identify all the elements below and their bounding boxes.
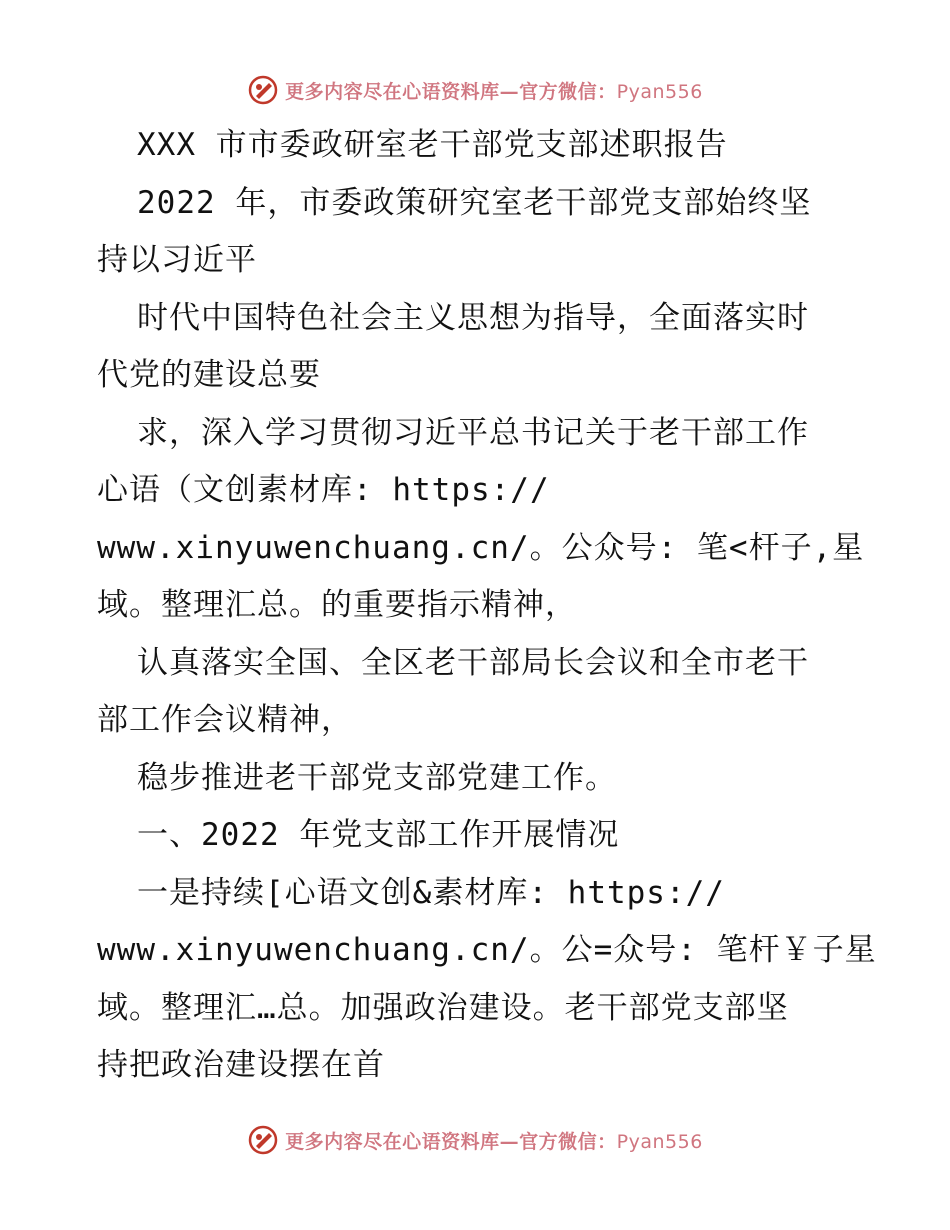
paragraph-line: 一是持续[心语文创&素材库: https:// [137,874,725,911]
brand-logo-icon [247,74,279,106]
paragraph-line: www.xinyuwenchuang.cn/。公众号: 笔<杆子,星 [97,529,865,566]
paragraph-line: 心语（文创素材库: https:// [97,472,550,508]
paragraph-line: 持以习近平 [97,242,257,278]
banner-text: 更多内容尽在心语资料库—官方微信：Pyan556 [285,80,703,103]
paragraph-line: 代党的建设总要 [97,357,321,393]
paragraph-line: 求，深入学习贯彻习近平总书记关于老干部工作 [137,414,809,451]
paragraph-line: www.xinyuwenchuang.cn/。公=众号: 笔杆￥子星 [97,932,877,968]
header-watermark-banner [0,70,950,110]
paragraph-line: 2022 年，市委政策研究室老干部党支部始终坚 [137,184,812,221]
paragraph-line: 域。整理汇…总。加强政治建设。老干部党支部坚 [97,989,789,1026]
banner-text: 更多内容尽在心语资料库—官方微信：Pyan556 [285,1130,703,1153]
brand-logo-icon [247,1124,279,1156]
paragraph-line: 时代中国特色社会主义思想为指导，全面落实时 [137,299,809,336]
footer-watermark-banner [0,1120,950,1160]
paragraph-line: 域。整理汇总。的重要指示精神， [97,587,577,623]
wechat-id: Pyan556 [616,80,703,103]
paragraph-line: 稳步推进老干部党支部党建工作。 [137,759,617,796]
report-title: XXX 市市委政研室老干部党支部述职报告 [137,127,728,163]
paragraph-line: 认真落实全国、全区老干部局长会议和全市老干 [137,644,809,681]
paragraph-line: 部工作会议精神， [97,702,353,738]
wechat-id: Pyan556 [616,1130,703,1153]
paragraph-line: 持把政治建设摆在首 [97,1047,385,1083]
document-body [97,117,877,1095]
section-heading: 一、2022 年党支部工作开展情况 [137,817,620,853]
